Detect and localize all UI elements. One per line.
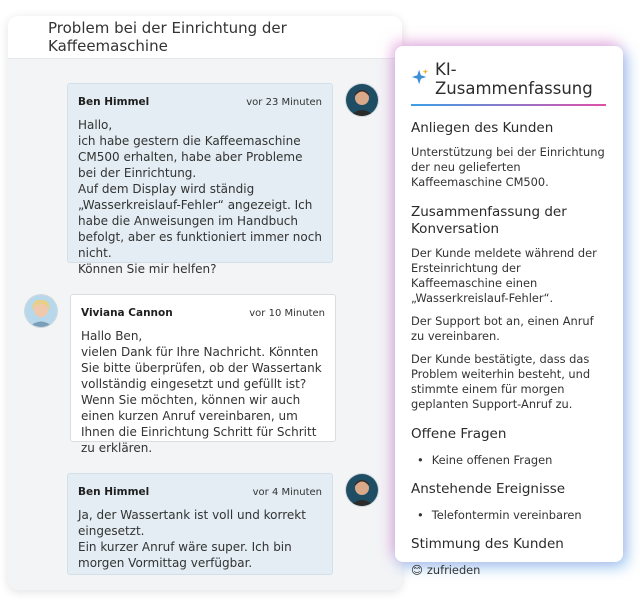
avatar-ben-himmel [346, 84, 378, 116]
section-title-ereignisse: Anstehende Ereignisse [411, 481, 566, 497]
message-body: Ja, der Wassertank ist voll und korrekt eingesetzt. Ein kurzer Anruf wäre super. Ich bin morgen Vormittag verfügbar. [78, 508, 306, 570]
ticket-header [8, 16, 402, 59]
mood-value: zufrieden [426, 563, 481, 577]
list-item-label: Telefontermin vereinbaren [431, 508, 582, 522]
message-author: Viviana Cannon [81, 307, 173, 319]
message-agent [70, 294, 336, 455]
summary-header [411, 60, 606, 106]
ticket-title: Problem bei der Einrichtung der Kaffeemaschine [48, 19, 287, 55]
list-item [411, 453, 609, 467]
message-timestamp: vor 4 Minuten [252, 487, 322, 498]
section-text-konversation-1: Der Kunde meldete während der Ersteinrichtung der Kaffeemaschine einen „Wasserkreislauf-Fehler“. [411, 246, 597, 305]
message-customer [67, 83, 333, 276]
ai-summary-panel [395, 46, 623, 577]
message-customer [67, 473, 333, 575]
section-title-anliegen: Anliegen des Kunden [411, 120, 554, 136]
mood-indicator [411, 563, 609, 577]
message-author: Ben Himmel [78, 486, 150, 498]
ticket-panel [8, 16, 402, 590]
sparkle-icon [411, 68, 429, 90]
message-body: Hallo Ben, vielen Dank für Ihre Nachricht. Könnten Sie bitte überprüfen, ob der Wassertank vollständig eingesetzt und gefüllt ist? Wenn Sie möchten, können wir auch einen kurzen Anruf vereinbaren, um Ihnen die Einrichtung Schritt für Schritt zu erklären. [81, 329, 322, 455]
bullet-icon: • [417, 508, 424, 522]
list-item-label: Keine offenen Fragen [431, 453, 553, 467]
bullet-icon: • [417, 453, 424, 467]
avatar-viviana-cannon [25, 295, 57, 327]
section-text-anliegen: Unterstützung bei der Einrichtung der neu gelieferten Kaffeemaschine CM500. [411, 145, 605, 189]
message-timestamp: vor 23 Minuten [246, 97, 322, 108]
list-item [411, 508, 609, 522]
section-text-konversation-2: Der Support bot an, einen Anruf zu vereinbaren. [411, 314, 594, 343]
avatar-ben-himmel [346, 474, 378, 506]
smiley-icon: 😊 [411, 563, 423, 577]
message-timestamp: vor 10 Minuten [249, 308, 325, 319]
section-title-fragen: Offene Fragen [411, 426, 507, 442]
section-title-konversation: Zusammenfassung der Konversation [411, 204, 567, 237]
message-body: Hallo, ich habe gestern die Kaffeemaschine CM500 erhalten, habe aber Probleme bei der Einrichtung. Auf dem Display wird ständig „Wasserkreislauf-Fehler“ angezeigt. Ich habe die Anweisungen im Handbuch befolgt, aber es funktioniert immer noch nicht. Können Sie mir helfen? [78, 118, 322, 276]
section-text-konversation-3: Der Kunde bestätigte, dass das Problem weiterhin besteht, und stimmte einem für morgen geplanten Support-Anruf zu. [411, 352, 591, 411]
summary-title: KI-Zusammenfassung [435, 60, 593, 98]
message-author: Ben Himmel [78, 96, 150, 108]
section-title-stimmung: Stimmung des Kunden [411, 536, 564, 552]
